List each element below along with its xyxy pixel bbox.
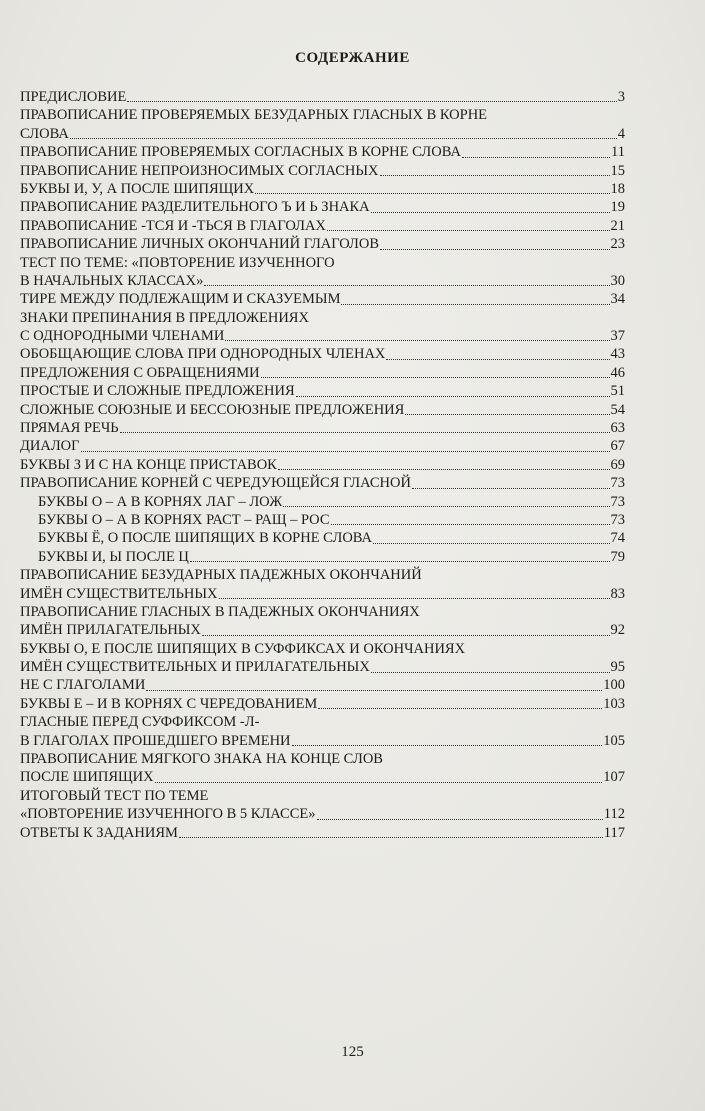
toc-entry-page: 21 bbox=[610, 217, 625, 234]
toc-entry-row bbox=[20, 180, 625, 198]
toc-entry-row bbox=[20, 695, 625, 713]
dot-leader bbox=[179, 836, 603, 838]
dot-leader bbox=[318, 707, 602, 709]
dot-leader bbox=[204, 284, 609, 286]
toc-entry-row bbox=[20, 677, 625, 695]
dot-leader bbox=[380, 248, 609, 250]
toc-entry-page: 117 bbox=[603, 824, 625, 841]
toc-entry-label: В НАЧАЛЬНЫХ КЛАССАХ» bbox=[20, 272, 204, 289]
toc-item bbox=[20, 640, 625, 677]
toc-item bbox=[20, 162, 625, 180]
toc-item bbox=[20, 401, 625, 419]
dot-leader bbox=[292, 744, 603, 746]
toc-item bbox=[20, 382, 625, 400]
dot-leader bbox=[341, 303, 609, 305]
toc-entry-label: ПРАВОПИСАНИЕ КОРНЕЙ С ЧЕРЕДУЮЩЕЙСЯ ГЛАСНОЙ bbox=[20, 475, 411, 492]
toc-entry-row bbox=[20, 272, 625, 290]
dot-leader bbox=[327, 229, 610, 231]
dot-leader bbox=[317, 818, 603, 820]
toc-entry-row bbox=[20, 290, 625, 308]
toc-entry-label: ОБОБЩАЮЩИЕ СЛОВА ПРИ ОДНОРОДНЫХ ЧЛЕНАХ bbox=[20, 346, 386, 363]
toc-entry-row bbox=[20, 493, 625, 511]
toc-entry-label: ПРЕДЛОЖЕНИЯ С ОБРАЩЕНИЯМИ bbox=[20, 364, 260, 381]
toc-item bbox=[20, 143, 625, 161]
toc-entry-row bbox=[20, 732, 625, 750]
dot-leader bbox=[261, 376, 610, 378]
toc-entry-row bbox=[20, 805, 625, 823]
toc-entry-label: БУКВЫ Е – И В КОРНЯХ С ЧЕРЕДОВАНИЕМ bbox=[20, 695, 318, 712]
toc-entry-row bbox=[20, 364, 625, 382]
dot-leader bbox=[296, 395, 610, 397]
dot-leader bbox=[278, 468, 610, 470]
toc-entry-label: ИМЁН СУЩЕСТВИТЕЛЬНЫХ bbox=[20, 585, 218, 602]
toc-item bbox=[20, 254, 625, 291]
toc-entry-row bbox=[20, 217, 625, 235]
toc-entry-row bbox=[20, 198, 625, 216]
toc-entry-page: 43 bbox=[610, 346, 625, 363]
toc-item bbox=[20, 695, 625, 713]
toc-entry-page: 19 bbox=[610, 199, 625, 216]
toc-entry-label: ПРАВОПИСАНИЕ ПРОВЕРЯЕМЫХ СОГЛАСНЫХ В КОРНЕ СЛОВА bbox=[20, 144, 461, 161]
toc-entry-page: 83 bbox=[610, 585, 625, 602]
toc-entry-page: 37 bbox=[610, 328, 625, 345]
dot-leader bbox=[155, 781, 603, 783]
dot-leader bbox=[331, 523, 610, 525]
toc-entry-page: 74 bbox=[610, 530, 625, 547]
toc-item bbox=[20, 345, 625, 363]
toc-entry-page: 54 bbox=[610, 401, 625, 418]
toc-entry-label: БУКВЫ И, У, А ПОСЛЕ ШИПЯЩИХ bbox=[20, 180, 255, 197]
dot-leader bbox=[255, 192, 609, 194]
toc-entry-row bbox=[20, 768, 625, 786]
toc-item bbox=[20, 364, 625, 382]
toc-entry-label: В ГЛАГОЛАХ ПРОШЕДШЕГО ВРЕМЕНИ bbox=[20, 732, 291, 749]
toc-entry-page: 73 bbox=[610, 493, 625, 510]
toc-item-heading-line: ПРАВОПИСАНИЕ ГЛАСНЫХ В ПАДЕЖНЫХ ОКОНЧАНИЯХ bbox=[20, 603, 420, 620]
toc-entry-label: ПРАВОПИСАНИЕ ЛИЧНЫХ ОКОНЧАНИЙ ГЛАГОЛОВ bbox=[20, 236, 380, 253]
toc-entry-label: БУКВЫ И, Ы ПОСЛЕ Ц bbox=[38, 548, 189, 565]
toc-item bbox=[20, 493, 625, 511]
toc-entry-row bbox=[20, 456, 625, 474]
dot-leader bbox=[190, 560, 610, 562]
toc-item bbox=[20, 548, 625, 566]
toc-entry-label: СЛОЖНЫЕ СОЮЗНЫЕ И БЕССОЮЗНЫЕ ПРЕДЛОЖЕНИЯ bbox=[20, 401, 405, 418]
toc-item-heading-line: ИТОГОВЫЙ ТЕСТ ПО ТЕМЕ bbox=[20, 787, 209, 804]
toc-entry-label: БУКВЫ Ё, О ПОСЛЕ ШИПЯЩИХ В КОРНЕ СЛОВА bbox=[38, 530, 373, 547]
toc-item bbox=[20, 677, 625, 695]
toc-entry-row bbox=[20, 327, 625, 345]
toc-entry-row bbox=[20, 658, 625, 676]
toc-item bbox=[20, 566, 625, 603]
toc-entry-page: 46 bbox=[610, 364, 625, 381]
dot-leader bbox=[373, 542, 609, 544]
toc-entry-label: ПРЕДИСЛОВИЕ bbox=[20, 88, 127, 105]
toc-item bbox=[20, 456, 625, 474]
dot-leader bbox=[371, 211, 610, 213]
toc-entry-row bbox=[20, 437, 625, 455]
toc-item bbox=[20, 88, 625, 106]
toc-item-heading-line: ПРАВОПИСАНИЕ БЕЗУДАРНЫХ ПАДЕЖНЫХ ОКОНЧАНИЙ bbox=[20, 567, 422, 584]
toc-item-heading-line: ПРАВОПИСАНИЕ МЯГКОГО ЗНАКА НА КОНЦЕ СЛОВ bbox=[20, 751, 383, 768]
toc-entry-label: ПРАВОПИСАНИЕ РАЗДЕЛИТЕЛЬНОГО Ъ И Ь ЗНАКА bbox=[20, 199, 370, 216]
dot-leader bbox=[219, 597, 610, 599]
dot-leader bbox=[120, 431, 610, 433]
toc-entry-label: ИМЁН СУЩЕСТВИТЕЛЬНЫХ И ПРИЛАГАТЕЛЬНЫХ bbox=[20, 659, 370, 676]
toc-entry-row bbox=[20, 419, 625, 437]
toc-item-heading-line: БУКВЫ О, Е ПОСЛЕ ШИПЯЩИХ В СУФФИКСАХ И ОКОНЧАНИЯХ bbox=[20, 640, 466, 657]
toc-item bbox=[20, 180, 625, 198]
toc-entry-label: ДИАЛОГ bbox=[20, 438, 80, 455]
toc-item-heading-line: ЗНАКИ ПРЕПИНАНИЯ В ПРЕДЛОЖЕНИЯХ bbox=[20, 309, 309, 326]
toc-title: СОДЕРЖАНИЕ bbox=[295, 50, 410, 66]
toc-item bbox=[20, 235, 625, 253]
toc-entry-label: ПОСЛЕ ШИПЯЩИХ bbox=[20, 769, 154, 786]
toc-item bbox=[20, 106, 625, 143]
toc-item bbox=[20, 437, 625, 455]
toc-entry-row bbox=[20, 548, 625, 566]
toc-item bbox=[20, 787, 625, 824]
toc-entry-page: 107 bbox=[603, 769, 625, 786]
toc-entry-page: 69 bbox=[610, 456, 625, 473]
toc-entry-row bbox=[20, 125, 625, 143]
toc-entry-page: 112 bbox=[603, 806, 625, 823]
toc-entry-page: 3 bbox=[617, 88, 625, 105]
toc-entry-page: 73 bbox=[610, 511, 625, 528]
toc-entry-row bbox=[20, 401, 625, 419]
toc-item bbox=[20, 419, 625, 437]
toc-item bbox=[20, 824, 625, 842]
toc-entry-page: 103 bbox=[603, 695, 625, 712]
toc-entry-label: ПРАВОПИСАНИЕ НЕПРОИЗНОСИМЫХ СОГЛАСНЫХ bbox=[20, 162, 379, 179]
toc-entry-label: ОТВЕТЫ К ЗАДАНИЯМ bbox=[20, 824, 178, 841]
toc-item-heading-line: ГЛАСНЫЕ ПЕРЕД СУФФИКСОМ -Л- bbox=[20, 714, 260, 731]
toc-entry-page: 95 bbox=[610, 659, 625, 676]
toc-entry-label: ПРЯМАЯ РЕЧЬ bbox=[20, 420, 119, 437]
toc-entry-page: 63 bbox=[610, 420, 625, 437]
dot-leader bbox=[386, 358, 609, 360]
dot-leader bbox=[202, 634, 610, 636]
toc-item bbox=[20, 713, 625, 750]
dot-leader bbox=[283, 505, 609, 507]
toc-item bbox=[20, 603, 625, 640]
toc-entry-label: ПРАВОПИСАНИЕ -ТСЯ И -ТЬСЯ В ГЛАГОЛАХ bbox=[20, 217, 326, 234]
toc-entry-page: 79 bbox=[610, 548, 625, 565]
toc-entry-page: 11 bbox=[611, 144, 625, 161]
toc-entry-label: БУКВЫ З И С НА КОНЦЕ ПРИСТАВОК bbox=[20, 456, 277, 473]
toc-entry-page: 23 bbox=[610, 236, 625, 253]
toc-entry-row bbox=[20, 585, 625, 603]
toc-entry-label: С ОДНОРОДНЫМИ ЧЛЕНАМИ bbox=[20, 328, 225, 345]
toc-entry-row bbox=[20, 529, 625, 547]
toc-entry-label: ПРОСТЫЕ И СЛОЖНЫЕ ПРЕДЛОЖЕНИЯ bbox=[20, 383, 295, 400]
toc-item-heading-line: ТЕСТ ПО ТЕМЕ: «ПОВТОРЕНИЕ ИЗУЧЕННОГО bbox=[20, 254, 335, 271]
toc-item bbox=[20, 474, 625, 492]
dot-leader bbox=[412, 487, 610, 489]
toc-entry-row bbox=[20, 511, 625, 529]
toc-entry-row bbox=[20, 824, 625, 842]
toc-entry-page: 30 bbox=[610, 272, 625, 289]
toc-entry-page: 92 bbox=[610, 622, 625, 639]
toc-item bbox=[20, 217, 625, 235]
toc-entry-row bbox=[20, 474, 625, 492]
dot-leader bbox=[225, 339, 609, 341]
toc-entry-row bbox=[20, 382, 625, 400]
toc-entry-page: 15 bbox=[610, 162, 625, 179]
toc-item bbox=[20, 529, 625, 547]
toc-entry-row bbox=[20, 235, 625, 253]
toc-entry-page: 51 bbox=[610, 383, 625, 400]
toc-entry-page: 18 bbox=[610, 180, 625, 197]
toc-entry-label: НЕ С ГЛАГОЛАМИ bbox=[20, 677, 146, 694]
toc-item bbox=[20, 198, 625, 216]
toc-item bbox=[20, 750, 625, 787]
toc-entry-label: ТИРЕ МЕЖДУ ПОДЛЕЖАЩИМ И СКАЗУЕМЫМ bbox=[20, 291, 341, 308]
dot-leader bbox=[70, 137, 617, 139]
toc-entry-page: 73 bbox=[610, 475, 625, 492]
toc-entry-page: 4 bbox=[617, 125, 625, 142]
toc-entry-label: «ПОВТОРЕНИЕ ИЗУЧЕННОГО В 5 КЛАССЕ» bbox=[20, 806, 316, 823]
dot-leader bbox=[81, 450, 610, 452]
toc-entry-label: БУКВЫ О – А В КОРНЯХ ЛАГ – ЛОЖ bbox=[38, 493, 283, 510]
dot-leader bbox=[127, 100, 616, 102]
toc-item bbox=[20, 511, 625, 529]
toc-entry-row bbox=[20, 345, 625, 363]
dot-leader bbox=[371, 671, 610, 673]
toc-entry-page: 67 bbox=[610, 438, 625, 455]
toc-entry-page: 100 bbox=[603, 677, 625, 694]
dot-leader bbox=[462, 156, 610, 158]
dot-leader bbox=[380, 174, 610, 176]
toc-entry-row bbox=[20, 143, 625, 161]
toc-entry-page: 34 bbox=[610, 291, 625, 308]
toc-entry-row bbox=[20, 621, 625, 639]
toc-item-heading-line: ПРАВОПИСАНИЕ ПРОВЕРЯЕМЫХ БЕЗУДАРНЫХ ГЛАСНЫХ В КОРНЕ bbox=[20, 107, 488, 124]
toc-entry-label: БУКВЫ О – А В КОРНЯХ РАСТ – РАЩ – РОС bbox=[38, 511, 330, 528]
toc-entry-row bbox=[20, 88, 625, 106]
toc-item bbox=[20, 290, 625, 308]
table-of-contents bbox=[20, 88, 625, 842]
toc-entry-row bbox=[20, 162, 625, 180]
toc-entry-page: 105 bbox=[603, 732, 625, 749]
toc-entry-label: ИМЁН ПРИЛАГАТЕЛЬНЫХ bbox=[20, 622, 201, 639]
toc-entry-label: СЛОВА bbox=[20, 125, 69, 142]
page-number: 125 bbox=[341, 1044, 364, 1060]
toc-item bbox=[20, 309, 625, 346]
dot-leader bbox=[405, 413, 609, 415]
dot-leader bbox=[146, 689, 602, 691]
